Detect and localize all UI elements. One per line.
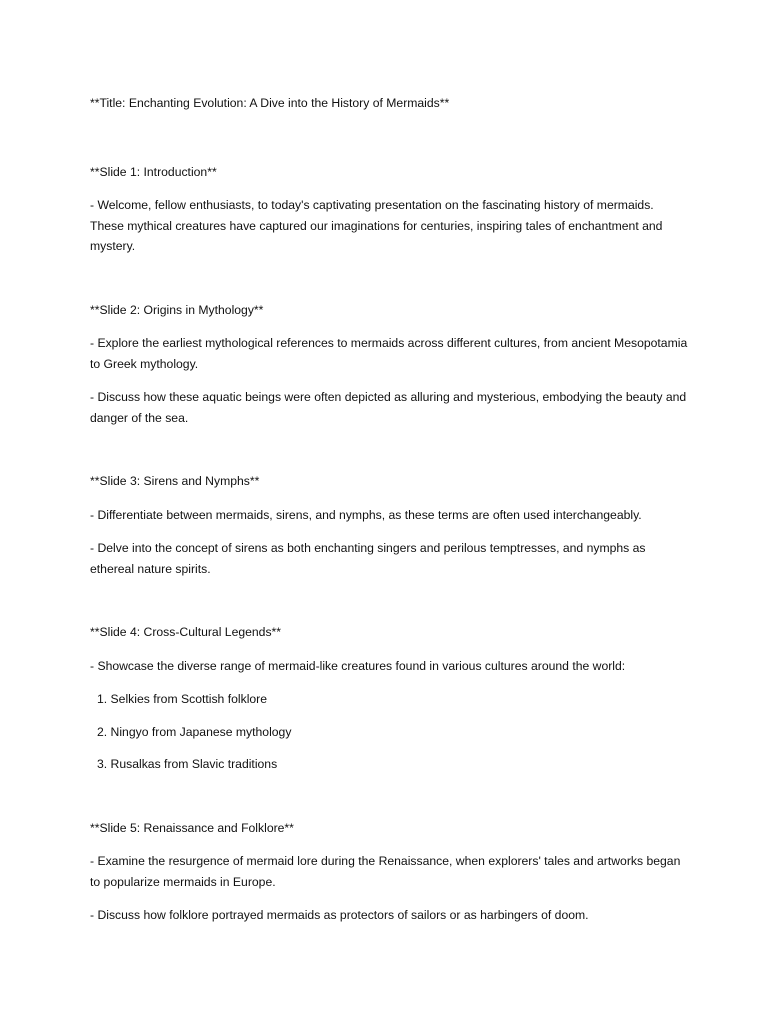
- slide-paragraph: - Discuss how folklore portrayed mermaids as protectors of sailors or as harbingers of doom.: [90, 908, 589, 922]
- slide-paragraph: - Explore the earliest mythological references to mermaids across different cultures, from ancient Mesopotamia to Greek mythology.: [90, 336, 688, 371]
- document-title: **Title: Enchanting Evolution: A Dive into the History of Mermaids**: [90, 96, 450, 110]
- list-item: 1. Selkies from Scottish folklore: [97, 692, 268, 706]
- list-item: 2. Ningyo from Japanese mythology: [97, 724, 292, 739]
- slide-4-section: [90, 622, 690, 775]
- slide-paragraph: - Welcome, fellow enthusiasts, to today's captivating presentation on the fascinating history of mermaids. These mythical creatures have captured our imaginations for centuries, inspiring tales of enchantment and mystery.: [90, 198, 663, 253]
- slide-5-section: [90, 818, 690, 926]
- slide-paragraph: - Delve into the concept of sirens as both enchanting singers and perilous temptresses, and nymphs as ethereal nature spirits.: [90, 541, 646, 576]
- slide-heading: **Slide 5: Renaissance and Folklore**: [90, 820, 294, 835]
- slide-3-section: [90, 471, 690, 579]
- slide-paragraph: - Discuss how these aquatic beings were often depicted as alluring and mysterious, embodying the beauty and danger of the sea.: [90, 390, 687, 425]
- slide-1-section: [90, 162, 690, 257]
- slide-heading: **Slide 4: Cross-Cultural Legends**: [90, 625, 282, 639]
- slide-heading: **Slide 1: Introduction**: [90, 164, 217, 179]
- slide-2-section: [90, 300, 690, 429]
- list-item: 3. Rusalkas from Slavic traditions: [97, 757, 278, 771]
- slide-paragraph: - Examine the resurgence of mermaid lore during the Renaissance, when explorers' tales and artworks began to popularize mermaids in Europe.: [90, 854, 681, 889]
- slide-heading: **Slide 2: Origins in Mythology**: [90, 302, 264, 317]
- slide-paragraph: - Differentiate between mermaids, sirens, and nymphs, as these terms are often used interchangeably.: [90, 507, 642, 522]
- slide-paragraph: - Showcase the diverse range of mermaid-like creatures found in various cultures around the world:: [90, 658, 626, 673]
- slide-heading: **Slide 3: Sirens and Nymphs**: [90, 474, 260, 488]
- document-page: [90, 93, 690, 939]
